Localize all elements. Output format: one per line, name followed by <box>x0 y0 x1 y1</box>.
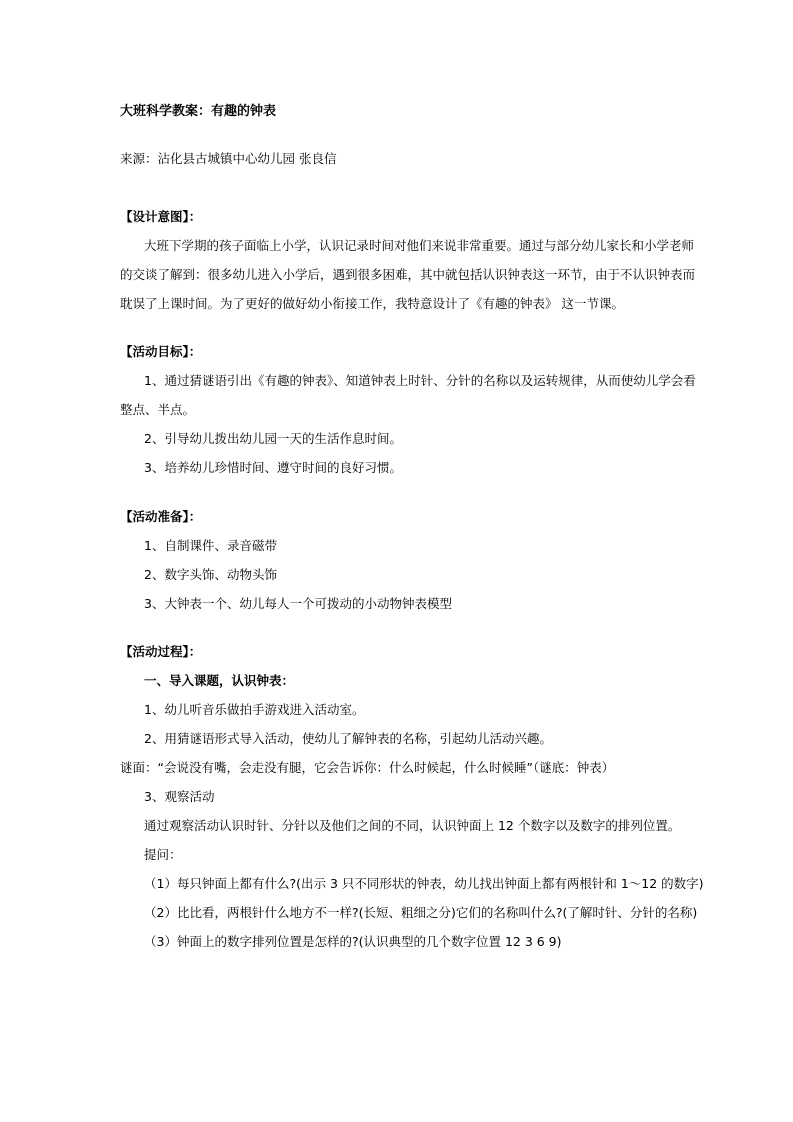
process-line: 通过观察活动认识时针、分针以及他们之间的不同，认识钟面上 12 个数字以及数字的排列位置。 <box>144 818 681 833</box>
design-line: 耽误了上课时间。为了更好的做好幼小衔接工作，我特意设计了《有趣的钟表》 这一节课。 <box>120 296 624 311</box>
document-source: 来源：沾化县古城镇中心幼儿园 张良信 <box>120 151 337 166</box>
design-heading: 【设计意图】： <box>120 209 202 224</box>
process-line: 提问： <box>144 847 182 862</box>
riddle-line: 谜面：“会说没有嘴，会走没有腿，它会告诉你：什么时候起，什么时候睡”（谜底：钟表） <box>120 760 615 775</box>
prep-line: 1、自制课件、录音磁带 <box>144 538 277 553</box>
document-title: 大班科学教案：有趣的钟表 <box>120 104 277 119</box>
goals-line: 整点、半点。 <box>120 402 196 417</box>
goals-line: 3、培养幼儿珍惜时间、遵守时间的良好习惯。 <box>144 460 402 475</box>
process-line: 2、用猜谜语形式导入活动，使幼儿了解钟表的名称，引起幼儿活动兴趣。 <box>144 731 552 746</box>
question-line: （1）每只钟面上都有什么?(出示 3 只不同形状的钟表，幼儿找出钟面上都有两根针和 1～12 的数字) <box>144 876 704 891</box>
process-line: 3、观察活动 <box>144 789 215 804</box>
design-line: 的交谈了解到：很多幼儿进入小学后，遇到很多困难，其中就包括认识钟表这一环节，由于不认识钟表而 <box>120 267 696 282</box>
goals-line: 2、引导幼儿拨出幼儿园一天的生活作息时间。 <box>144 431 402 446</box>
prep-line: 2、数字头饰、动物头饰 <box>144 567 277 582</box>
goals-heading: 【活动目标】： <box>120 344 202 359</box>
goals-line: 1、通过猜谜语引出《有趣的钟表》、知道钟表上时针、分针的名称以及运转规律，从而使幼儿学会看 <box>144 373 696 388</box>
process-heading: 【活动过程】： <box>120 644 202 659</box>
design-line: 大班下学期的孩子面临上小学，认识记录时间对他们来说非常重要。通过与部分幼儿家长和小学老师 <box>144 238 695 253</box>
question-line: （2）比比看，两根针什么地方不一样?(长短、粗细之分)它们的名称叫什么?(了解时针、分针的名称) <box>144 905 698 920</box>
process-subheading: 一、导入课题，认识钟表： <box>144 673 295 688</box>
process-line: 1、幼儿听音乐做拍手游戏进入活动室。 <box>144 702 365 717</box>
question-line: （3）钟面上的数字排列位置是怎样的?(认识典型的几个数字位置 12 3 6 9) <box>144 934 562 949</box>
prep-line: 3、大钟表一个、幼儿每人一个可拨动的小动物钟表模型 <box>144 596 452 611</box>
prep-heading: 【活动准备】： <box>120 509 202 524</box>
